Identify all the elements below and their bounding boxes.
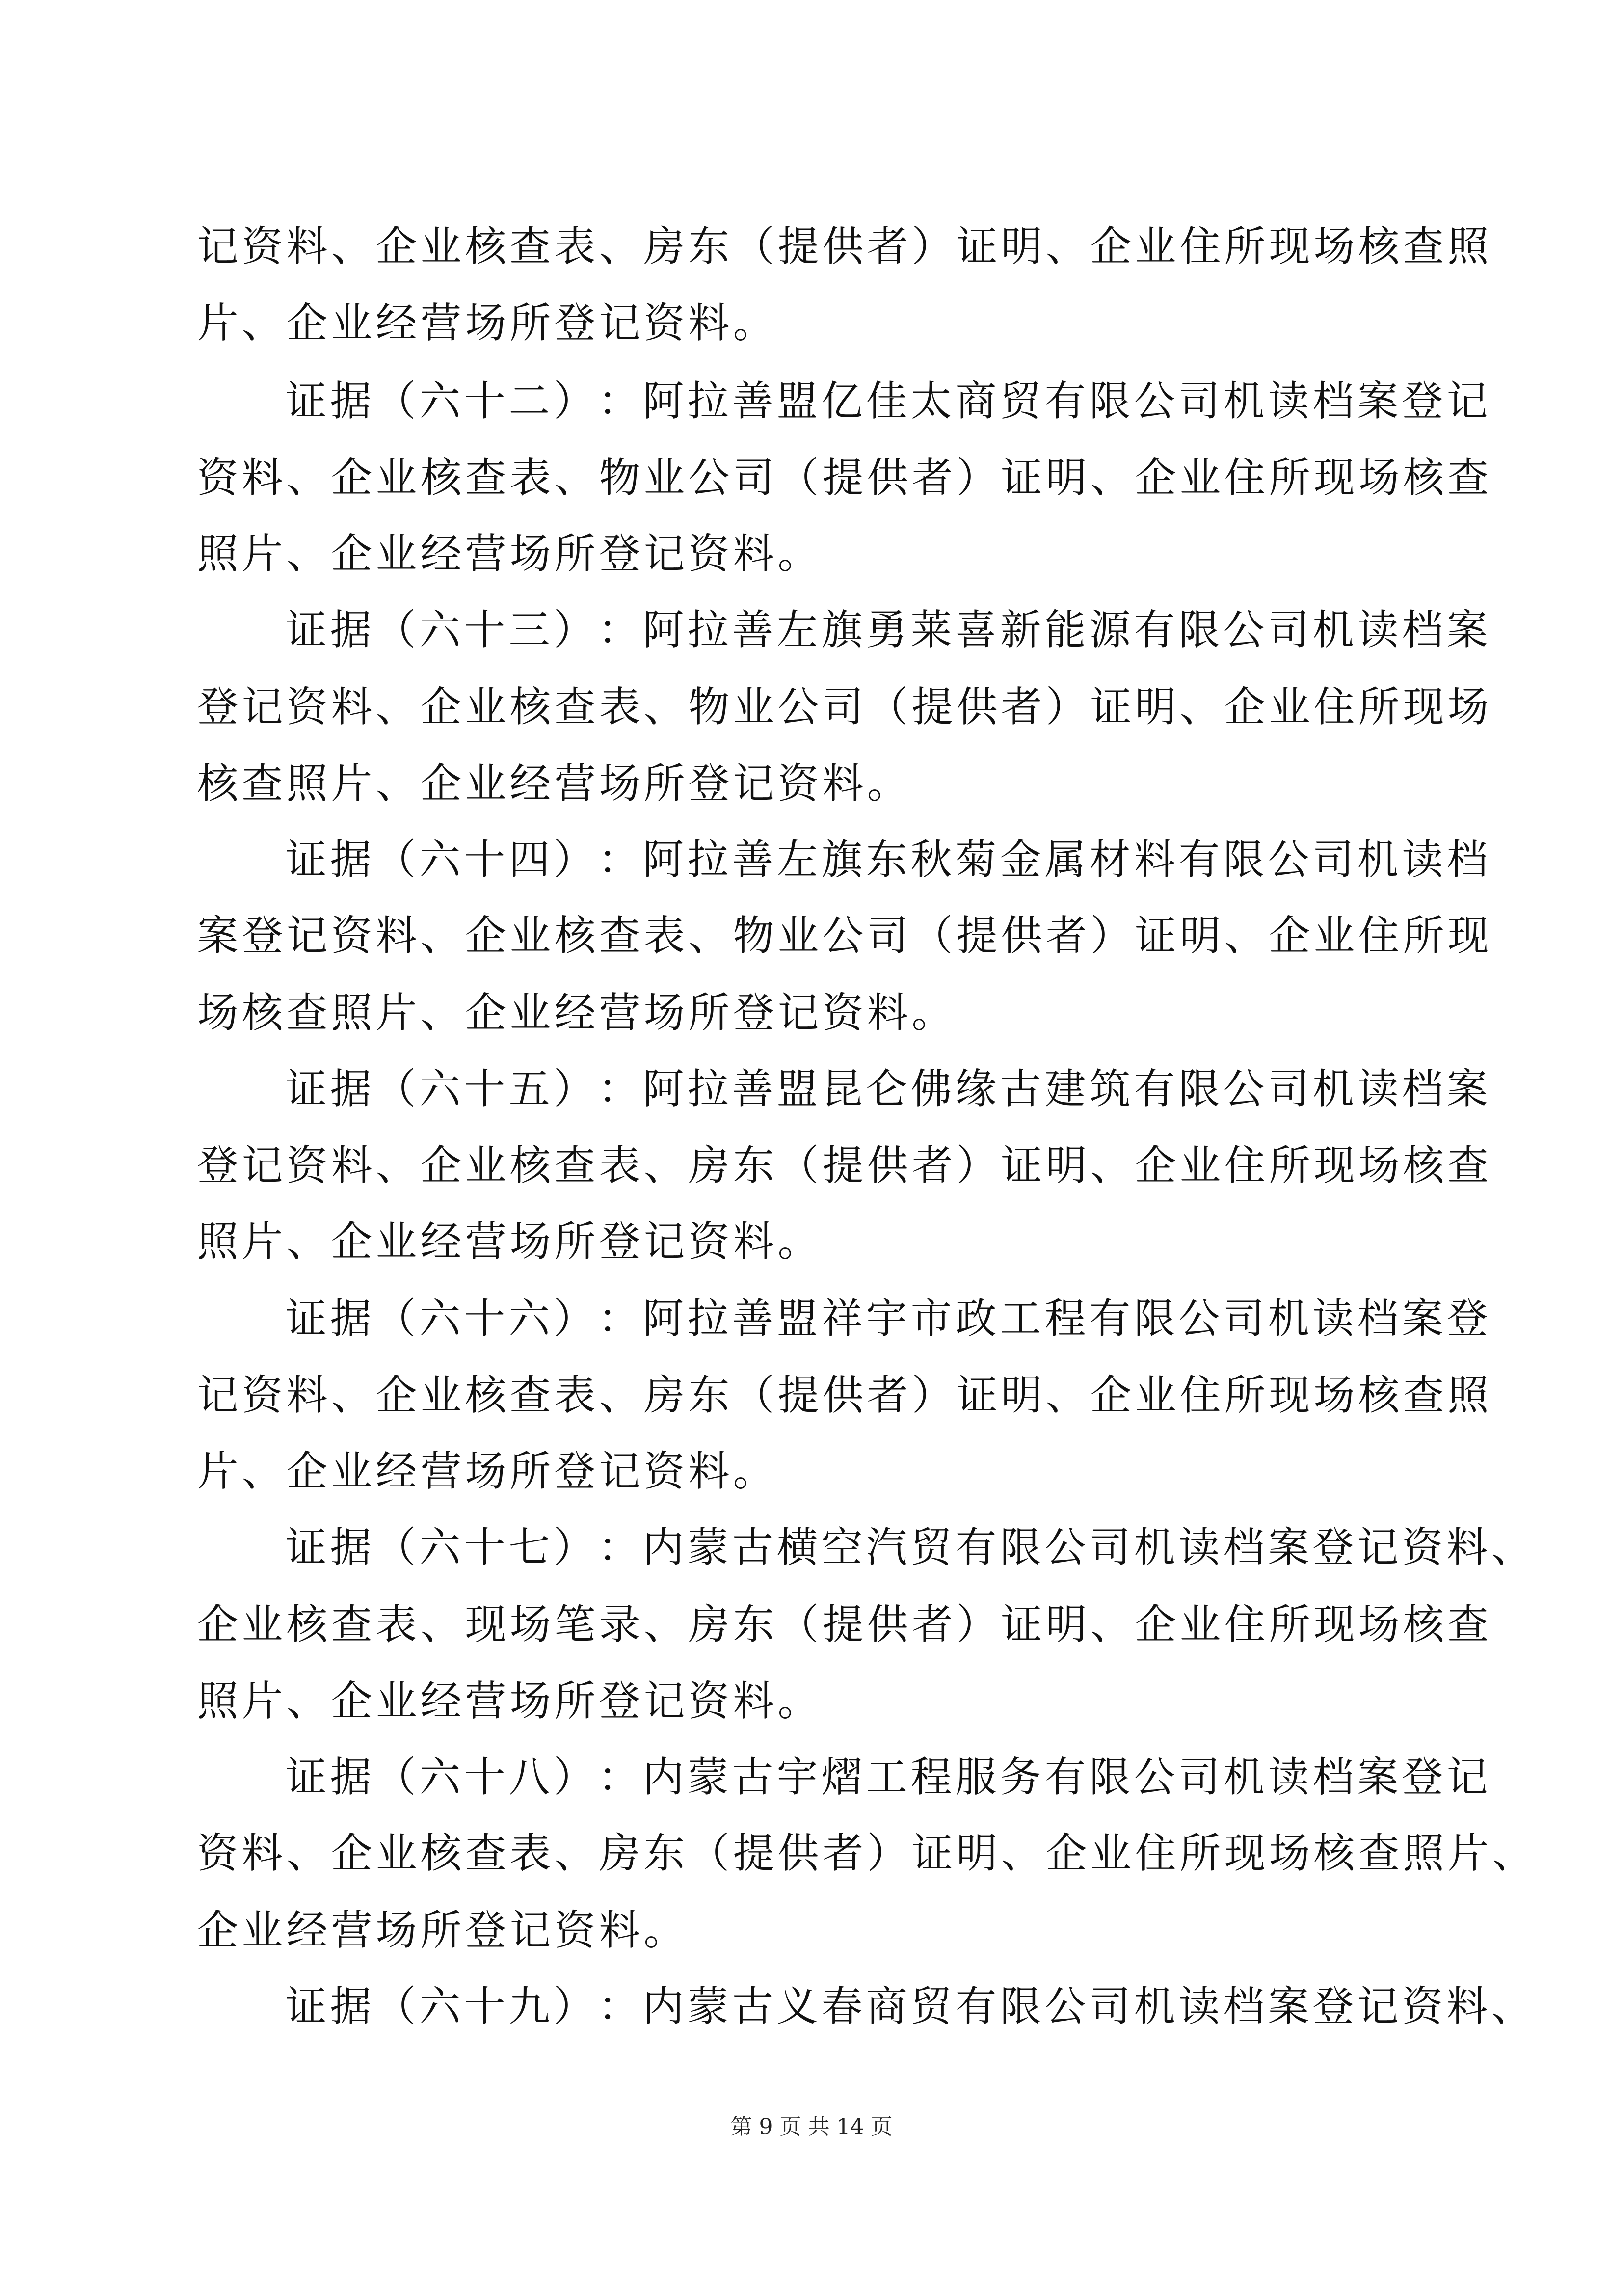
- paragraph-line: 核查照片、企业经营场所登记资料。: [197, 759, 908, 808]
- paragraph-line: 资料、企业核查表、房东（提供者）证明、企业住所现场核查照片、: [197, 1829, 1534, 1877]
- paragraph-line: 照片、企业经营场所登记资料。: [197, 1677, 819, 1725]
- paragraph-line: 记资料、企业核查表、房东（提供者）证明、企业住所现场核查照: [197, 1371, 1489, 1419]
- paragraph-first-line: 证据（六十八）：内蒙古宇熠工程服务有限公司机读档案登记: [285, 1753, 1488, 1801]
- paragraph-first-line: 证据（六十七）：内蒙古横空汽贸有限公司机读档案登记资料、: [285, 1523, 1533, 1571]
- paragraph-line: 照片、企业经营场所登记资料。: [197, 530, 819, 578]
- paragraph-first-line: 证据（六十二）：阿拉善盟亿佳太商贸有限公司机读档案登记: [285, 377, 1488, 425]
- paragraph-line: 场核查照片、企业经营场所登记资料。: [197, 989, 953, 1037]
- paragraph-line: 登记资料、企业核查表、物业公司（提供者）证明、企业住所现场: [197, 683, 1489, 731]
- paragraph-line: 照片、企业经营场所登记资料。: [197, 1217, 819, 1266]
- paragraph-line: 案登记资料、企业核查表、物业公司（提供者）证明、企业住所现: [197, 912, 1489, 960]
- paragraph-line: 片、企业经营场所登记资料。: [197, 1447, 774, 1495]
- paragraph-first-line: 证据（六十六）：阿拉善盟祥宇市政工程有限公司机读档案登: [285, 1295, 1488, 1343]
- paragraph-first-line: 证据（六十九）：内蒙古义春商贸有限公司机读档案登记资料、: [285, 1982, 1533, 2030]
- paragraph-line: 资料、企业核查表、物业公司（提供者）证明、企业住所现场核查: [197, 454, 1489, 502]
- paragraph-line: 片、企业经营场所登记资料。: [197, 299, 774, 347]
- paragraph-line: 企业经营场所登记资料。: [197, 1906, 685, 1954]
- paragraph-line: 记资料、企业核查表、房东（提供者）证明、企业住所现场核查照: [197, 222, 1489, 270]
- paragraph-first-line: 证据（六十三）：阿拉善左旗勇莱喜新能源有限公司机读档案: [285, 606, 1488, 654]
- page-footer: 第 9 页 共 14 页: [730, 2114, 893, 2139]
- paragraph-first-line: 证据（六十四）：阿拉善左旗东秋菊金属材料有限公司机读档: [285, 836, 1488, 884]
- paragraph-line: 登记资料、企业核查表、房东（提供者）证明、企业住所现场核查: [197, 1141, 1489, 1189]
- paragraph-line: 企业核查表、现场笔录、房东（提供者）证明、企业住所现场核查: [197, 1600, 1489, 1648]
- paragraph-first-line: 证据（六十五）：阿拉善盟昆仑佛缘古建筑有限公司机读档案: [285, 1065, 1488, 1113]
